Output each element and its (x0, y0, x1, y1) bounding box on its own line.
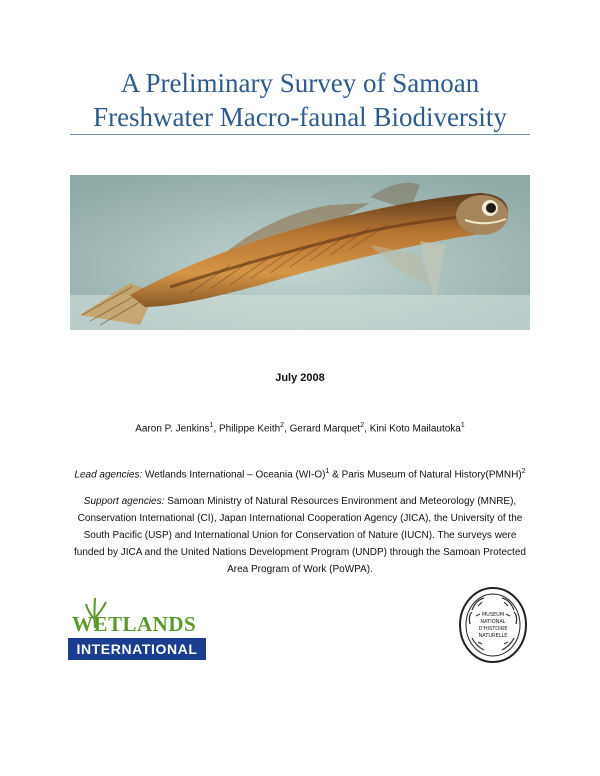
author-name: Gerard Marquet (289, 423, 361, 435)
author-name: Philippe Keith (219, 423, 281, 435)
author-affiliation: 2 (360, 422, 365, 429)
fish-illustration (70, 175, 530, 330)
support-agencies-label: Support agencies: (83, 496, 165, 507)
author-name: Aaron P. Jenkins (135, 423, 210, 435)
publication-date: July 2008 (275, 372, 325, 384)
cover-photo-goby-fish (70, 175, 530, 330)
museum-seal-logo (458, 586, 528, 664)
author-list: Aaron P. Jenkins$^1$, Philippe Keith$^2$, Gerard Marquet$^2$, Kini Koto Mailautoka$^1$ (135, 422, 465, 435)
wetlands-international-logo (68, 598, 208, 662)
title-line-2: Freshwater Macro-faunal Biodiversity (93, 102, 507, 132)
lead-agencies-label: Lead agencies: (74, 469, 143, 481)
lead-org-wetlands: Wetlands International – Oceania (WI-O) (145, 469, 326, 481)
support-agencies (70, 493, 530, 578)
svg-text:NATIONAL: NATIONAL (480, 619, 506, 625)
museum-seal-icon (458, 586, 528, 664)
lead-org-wetlands-sup: 1 (325, 468, 330, 475)
author-name: Kini Koto Mailautoka (369, 423, 461, 435)
svg-text:D'HISTOIRE: D'HISTOIRE (478, 626, 508, 632)
author-affiliation: 2 (280, 422, 285, 429)
lead-joiner: & (329, 469, 342, 481)
svg-text:MUSEUM: MUSEUM (481, 612, 505, 618)
wetlands-word: WETLANDS (72, 612, 197, 636)
international-bar: INTERNATIONAL (68, 638, 206, 660)
page-title (0, 66, 600, 134)
title-line-1: A Preliminary Survey of Samoan (120, 68, 480, 98)
svg-text:NATURELLE: NATURELLE (478, 633, 508, 639)
lead-org-pmnh-sup: 2 (521, 468, 526, 475)
author-affiliation: 1 (209, 422, 214, 429)
lead-agencies (0, 468, 600, 480)
title-rule (70, 134, 530, 135)
support-agencies-text: Samoan Ministry of Natural Resources Environment and Meteorology (MNRE), Conservation International (CI), Japan International Cooperation Agency (JICA), the University of the South Pacific (USP) and International Union for Conservation of Nature (IUCN). The surveys were funded by JICA and the United Nations Development Program (UNDP) through the Samoan Protected Area Program of Work (PoWPA). (74, 496, 526, 575)
lead-org-pmnh: Paris Museum of Natural History(PMNH) (341, 469, 522, 481)
author-affiliation: 1 (460, 422, 465, 429)
